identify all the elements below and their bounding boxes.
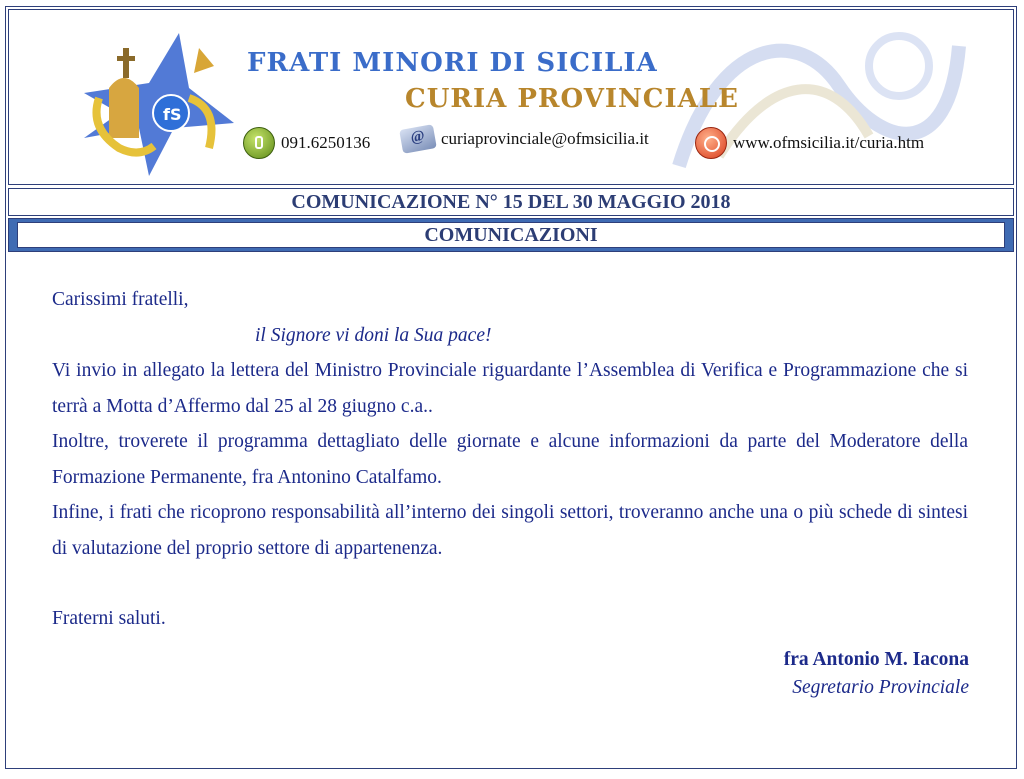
signature-block: [784, 646, 969, 702]
letter-body: [52, 282, 968, 637]
signer-role: Segretario Provinciale: [792, 677, 969, 698]
paragraph-attachment: Vi invio in allegato la lettera del Ministro Provinciale riguardante l’Assemblea di Verifica e Programmazione che si terrà a Motta d’Affermo dal 25 al 28 giugno c.a..: [52, 360, 968, 417]
email-address[interactable]: curiaprovinciale@ofmsicilia.it: [441, 129, 649, 148]
curia-title: CURIA PROVINCIALE: [405, 84, 739, 114]
svg-text:fS: fS: [163, 105, 182, 124]
signer-name: fra Antonio M. Iacona: [783, 649, 969, 670]
organization-title: FRATI MINORI DI SICILIA: [247, 48, 658, 78]
phone-icon: [243, 127, 275, 159]
closing: Fraterni saluti.: [52, 608, 166, 629]
website-url[interactable]: www.ofmsicilia.it/curia.htm: [733, 133, 925, 152]
email-contact[interactable]: [401, 127, 649, 151]
web-icon: [695, 127, 727, 159]
spacer: [52, 566, 968, 601]
section-band: [8, 218, 1014, 252]
paragraph-sectors: Infine, i frati che ricoprono responsabilità all’interno dei singoli settori, troveranno anche una o più schede di sintesi di valutazione del proprio settore di appartenenza.: [52, 502, 968, 559]
web-contact[interactable]: [695, 127, 924, 159]
franciscan-logo: [79, 28, 239, 178]
salutation: Carissimi fratelli,: [52, 289, 189, 310]
phone-contact: [243, 127, 370, 159]
email-icon: [399, 124, 437, 154]
paragraph-program: Inoltre, troverete il programma dettagliato delle giornate e alcune informazioni da parte del Moderatore della Formazione Permanente, fra Antonino Catalfamo.: [52, 431, 968, 488]
section-title: COMUNICAZIONI: [17, 222, 1005, 248]
letterhead: [8, 9, 1014, 185]
phone-number: 091.6250136: [281, 133, 371, 152]
greeting: il Signore vi doni la Sua pace!: [255, 324, 492, 346]
communication-title: COMUNICAZIONE N° 15 DEL 30 MAGGIO 2018: [8, 188, 1014, 216]
letterhead-content: [9, 10, 1013, 184]
